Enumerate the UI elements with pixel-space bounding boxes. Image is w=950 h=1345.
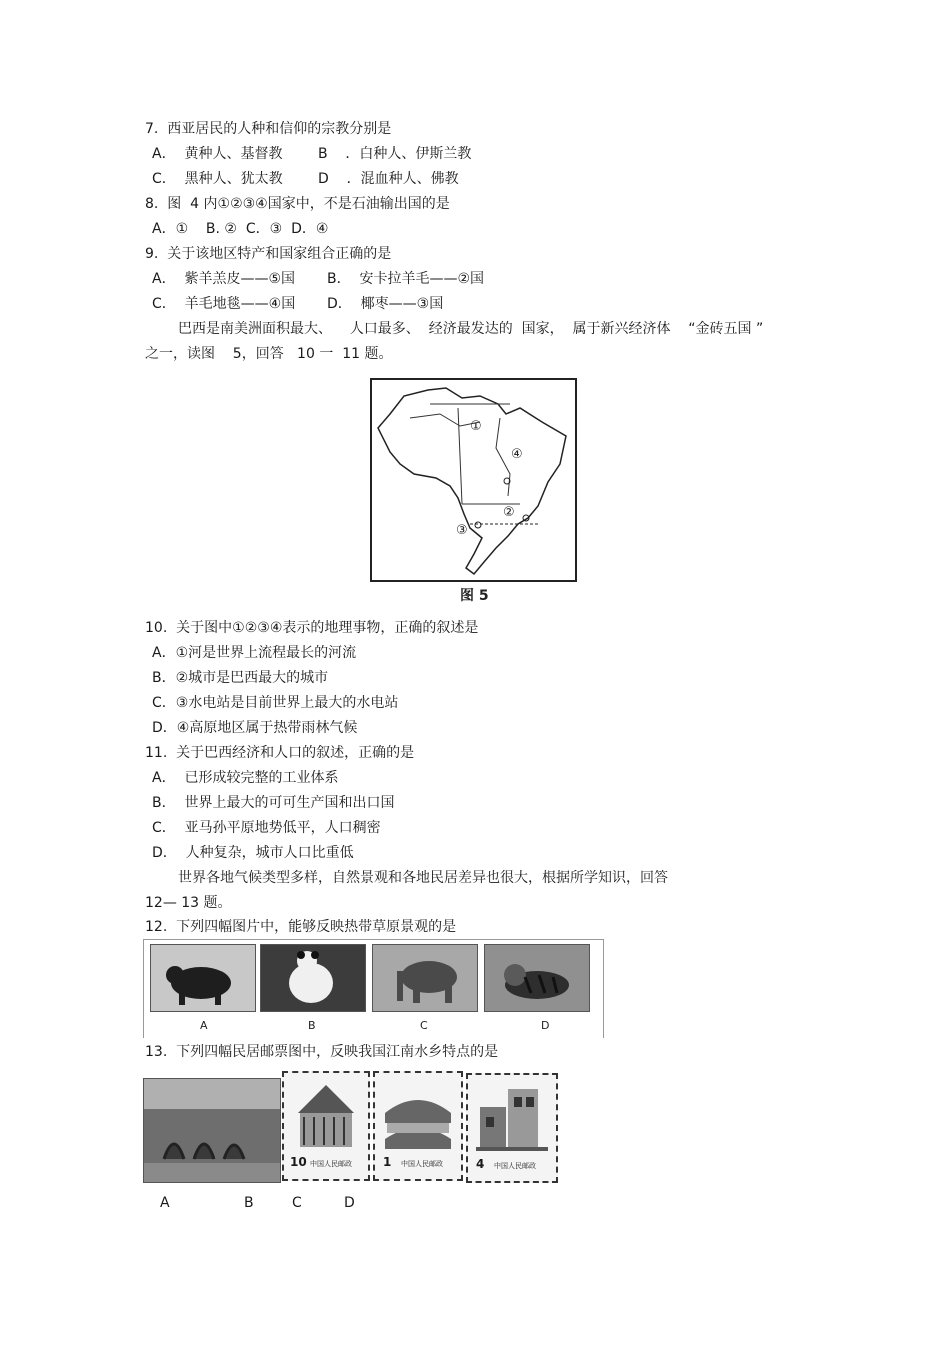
q7-option-a: A． 黄种人、基督教: [152, 146, 283, 162]
figure-5-caption: 图 5: [460, 588, 489, 604]
q9-option-d: D． 椰枣——③国: [327, 296, 444, 312]
q12-stem: 12. 下列四幅图片中，能够反映热带草原景观的是: [145, 919, 457, 935]
q11-option-b: B． 世界上最大的可可生产国和出口国: [152, 795, 395, 811]
q11-option-c: C． 亚马孙平原地势低平，人口稠密: [152, 820, 381, 836]
tiger-photo: [484, 944, 590, 1012]
q10-option-a: A．①河是世界上流程最长的河流: [152, 645, 357, 661]
q9-option-b: B． 安卡拉羊毛——②国: [327, 271, 485, 287]
q13-label-b: B: [244, 1195, 254, 1211]
stamp-b: [282, 1071, 370, 1181]
stamp-c-text: 中国人民邮政: [401, 1160, 443, 1168]
q7-option-d: D ．混血种人、佛教: [318, 171, 459, 187]
q13-label-a: A: [160, 1195, 170, 1211]
panda-photo: [260, 944, 366, 1012]
intro-10-11-line2: 之一，读图 5，回答 10 一 11 题。: [145, 346, 393, 362]
stamp-c-value: 1: [383, 1155, 392, 1169]
q8-stem: 8. 图 4 内①②③④国家中，不是石油输出国的是: [145, 196, 450, 212]
stamp-d: [466, 1073, 558, 1183]
marker-1: ①: [470, 419, 482, 434]
cave-dwelling-photo: [143, 1078, 281, 1183]
stamp-b-text: 中国人民邮政: [310, 1160, 352, 1168]
q11-option-d: D． 人种复杂，城市人口比重低: [152, 845, 354, 861]
q12-label-c: C: [420, 1019, 428, 1032]
q9-option-c: C． 羊毛地毯——④国: [152, 296, 296, 312]
elephant-photo: [372, 944, 478, 1012]
intro-10-11-line1: 巴西是南美洲面积最大、 人口最多、 经济最发达的 国家， 属于新兴经济体 “金砖五国 ”: [178, 321, 764, 337]
q13-stem: 13. 下列四幅民居邮票图中，反映我国江南水乡特点的是: [145, 1044, 499, 1060]
intro-12-13-line1: 世界各地气候类型多样，自然景观和各地民居差异也很大，根据所学知识，回答: [178, 870, 668, 886]
q7-option-c: C． 黑种人、犹太教: [152, 171, 283, 187]
intro-12-13-line2: 12— 13 题。: [145, 895, 232, 911]
q8-options: A．① B. ② C．③ D．④: [152, 221, 329, 237]
figure-5-brazil-map: [370, 378, 578, 604]
q7-stem: 7. 西亚居民的人种和信仰的宗教分别是: [145, 121, 392, 137]
q12-label-a: A: [200, 1019, 208, 1032]
marker-3: ③: [456, 523, 468, 538]
q12-label-d: D: [541, 1019, 550, 1032]
q12-photo-strip: [143, 939, 604, 1038]
q10-option-c: C．③水电站是目前世界上最大的水电站: [152, 695, 399, 711]
q9-stem: 9. 关于该地区特产和国家组合正确的是: [145, 246, 392, 262]
q10-option-d: D．④高原地区属于热带雨林气候: [152, 720, 358, 736]
stamp-d-text: 中国人民邮政: [494, 1162, 536, 1170]
q11-option-a: A． 已形成较完整的工业体系: [152, 770, 339, 786]
stamp-c: [373, 1071, 463, 1181]
marker-2: ②: [503, 505, 515, 520]
q12-label-b: B: [308, 1019, 316, 1032]
stamp-d-value: 4: [476, 1157, 485, 1171]
q10-option-b: B．②城市是巴西最大的城市: [152, 670, 329, 686]
yak-photo: [150, 944, 256, 1012]
q10-stem: 10. 关于图中①②③④表示的地理事物，正确的叙述是: [145, 620, 479, 636]
q9-option-a: A． 紫羊羔皮——⑤国: [152, 271, 296, 287]
q7-option-b: B ．白种人、伊斯兰教: [318, 146, 472, 162]
brazil-map-svg: [370, 378, 578, 604]
marker-4: ④: [511, 447, 523, 462]
q13-label-c: C: [292, 1195, 302, 1211]
stamp-b-value: 10: [290, 1155, 307, 1169]
q13-label-d: D: [344, 1195, 355, 1211]
q11-stem: 11. 关于巴西经济和人口的叙述，正确的是: [145, 745, 415, 761]
